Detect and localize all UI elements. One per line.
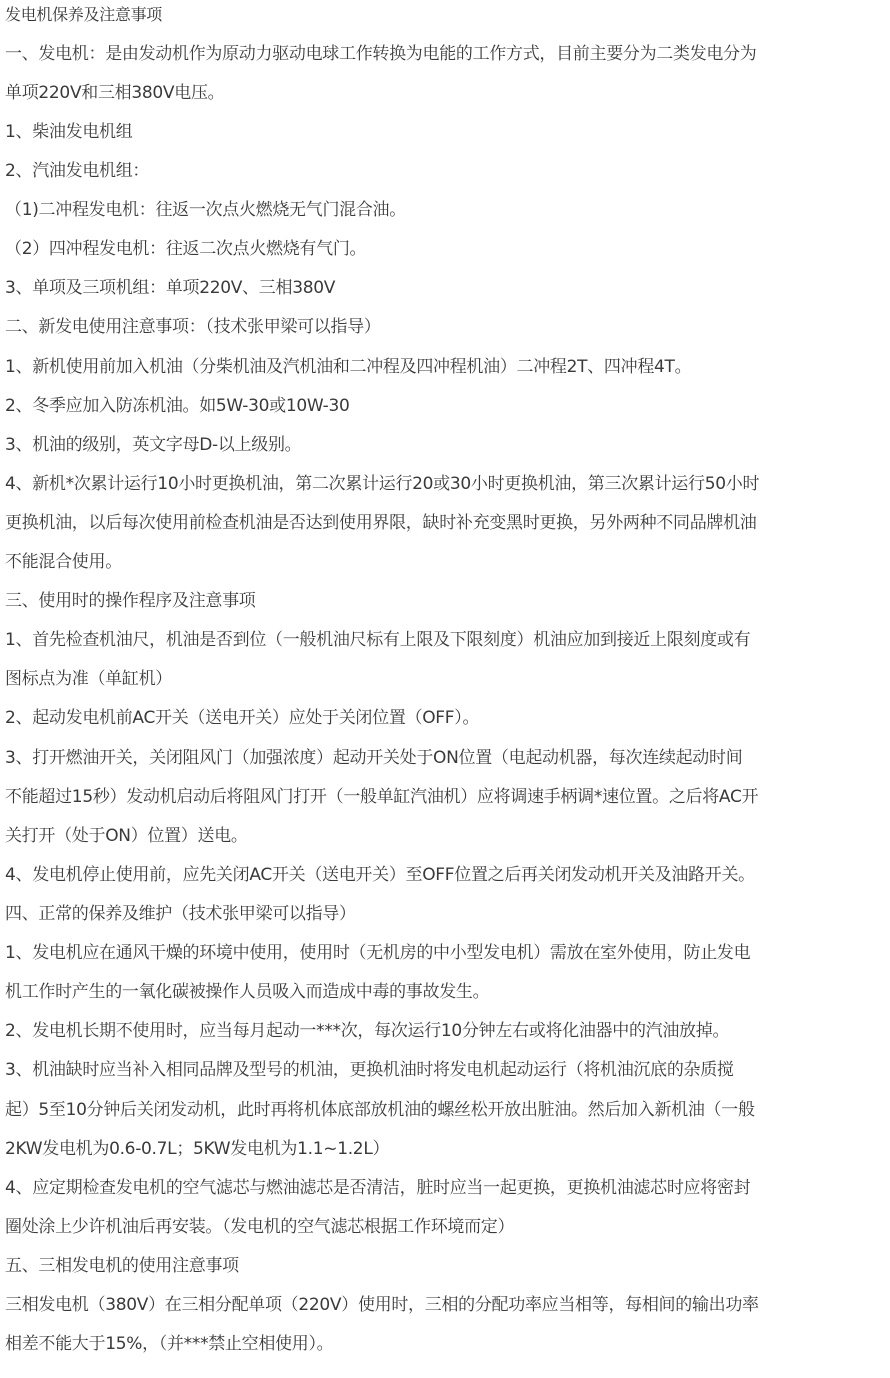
- text-line: 2、起动发电机前AC开关（送电开关）应处于关闭位置（OFF）。: [5, 708, 480, 728]
- section-heading: 五、三相发电机的使用注意事项: [5, 1256, 239, 1276]
- text-line: 关打开（处于ON）位置）送电。: [5, 826, 248, 846]
- text-line: 单项220V和三相380V电压。: [5, 83, 225, 103]
- text-line: 2、发电机长期不使用时，应当每月起动一***次，每次运行10分钟左右或将化油器中的汽油放掉。: [5, 1021, 730, 1041]
- text-line: 不能超过15秒）发动机启动后将阻风门打开（一般单缸汽油机）应将调速手柄调*速位置。之后将AC开: [5, 787, 759, 807]
- text-line: 3、打开燃油开关，关闭阻风门（加强浓度）起动开关处于ON位置（电起动机器，每次连续起动时间: [5, 748, 743, 768]
- text-line: （2）四冲程发电机：往返二次点火燃烧有气门。: [5, 239, 367, 259]
- section-heading: 四、正常的保养及维护（技术张甲梁可以指导）: [5, 904, 356, 924]
- text-line: 4、应定期检查发电机的空气滤芯与燃油滤芯是否清洁，脏时应当一起更换，更换机油滤芯时应将密封: [5, 1178, 751, 1198]
- text-line: 2、冬季应加入防冻机油。如5W-30或10W-30: [5, 396, 350, 416]
- text-line: 相差不能大于15%，（并***禁止空相使用）。: [5, 1334, 334, 1354]
- text-line: 4、新机*次累计运行10小时更换机油，第二次累计运行20或30小时更换机油，第三次累计运行50小时: [5, 474, 760, 494]
- text-line: 4、发电机停止使用前，应先关闭AC开关（送电开关）至OFF位置之后再关闭发动机开关及油路开关。: [5, 865, 755, 885]
- text-line: 1、新机使用前加入机油（分柴机油及汽机油和二冲程及四冲程机油）二冲程2T、四冲程4T。: [5, 357, 692, 377]
- section-heading: 三、使用时的操作程序及注意事项: [5, 591, 256, 611]
- article-title: 发电机保养及注意事项: [5, 5, 163, 24]
- text-line: 1、发电机应在通风干燥的环境中使用，使用时（无机房的中小型发电机）需放在室外使用，防止发电: [5, 943, 751, 963]
- section-heading: 二、新发电使用注意事项：（技术张甲梁可以指导）: [5, 317, 381, 337]
- text-line: 1、柴油发电机组: [5, 122, 133, 142]
- text-line: 一、发电机：是由发动机作为原动力驱动电球工作转换为电能的工作方式，目前主要分为二类发电分为: [5, 44, 757, 64]
- text-line: 圈处涂上少许机油后再安装。（发电机的空气滤芯根据工作环境而定）: [5, 1217, 515, 1237]
- text-line: 图标点为准（单缸机）: [5, 669, 172, 689]
- text-line: 三相发电机（380V）在三相分配单项（220V）使用时，三相的分配功率应当相等，每相间的输出功率: [5, 1295, 759, 1315]
- text-line: 3、机油的级别，英文字母D-以上级别。: [5, 435, 302, 455]
- text-line: 3、机油缺时应当补入相同品牌及型号的机油，更换机油时将发电机起动运行（将机油沉底的杂质搅: [5, 1060, 734, 1080]
- text-line: 3、单项及三项机组：单项220V、三相380V: [5, 278, 336, 298]
- text-line: 更换机油，以后每次使用前检查机油是否达到使用界限，缺时补充变黑时更换，另外两种不同品牌机油: [5, 513, 757, 533]
- text-line: 机工作时产生的一氧化碳被操作人员吸入而造成中毒的事故发生。: [5, 982, 490, 1002]
- text-line: 起）5至10分钟后关闭发动机，此时再将机体底部放机油的螺丝松开放出脏油。然后加入新机油（一般: [5, 1100, 755, 1120]
- text-line: 不能混合使用。: [5, 552, 122, 572]
- text-line: 2、汽油发电机组：: [5, 161, 150, 181]
- text-line: （1)二冲程发电机：往返一次点火燃烧无气门混合油。: [5, 200, 406, 220]
- text-line: 1、首先检查机油尺，机油是否到位（一般机油尺标有上限及下限刻度）机油应加到接近上限刻度或有: [5, 630, 751, 650]
- text-line: 2KW发电机为0.6-0.7L；5KW发电机为1.1~1.2L）: [5, 1139, 390, 1159]
